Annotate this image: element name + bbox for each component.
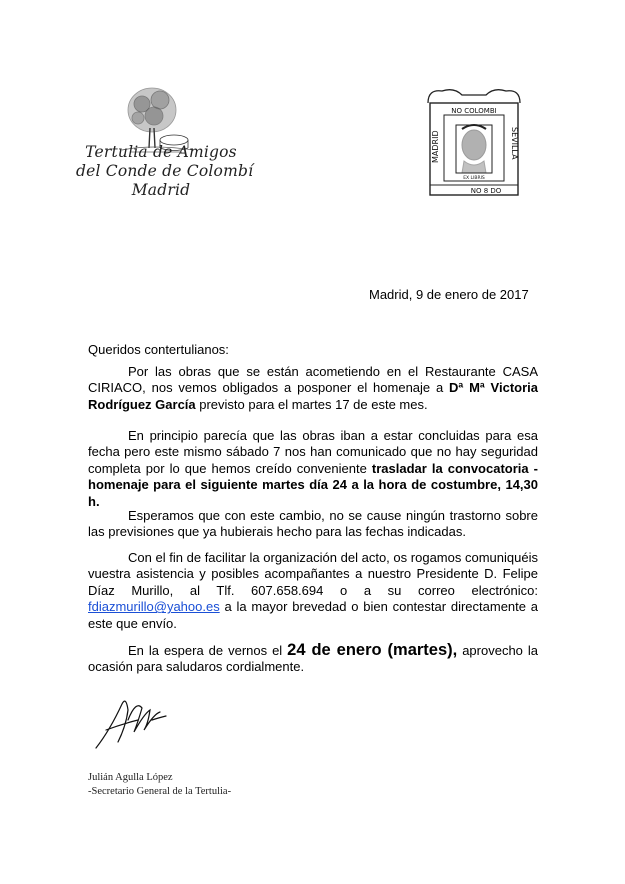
- letter-greeting: Queridos contertulianos:: [88, 342, 229, 357]
- handwritten-signature-icon: [92, 690, 172, 752]
- paragraph-3: [88, 508, 538, 541]
- paragraph-5-end: aprovecho la ocasión para saludaros cordialmente.: [88, 643, 538, 675]
- honoree-name: Dª Mª Victoria Rodríguez García: [88, 380, 538, 412]
- email-link[interactable]: fdiazmurillo@yahoo.es: [88, 599, 220, 615]
- stamp-number-text: NO 8 DO: [470, 187, 502, 195]
- paragraph-1-end: previsto para el martes 17 de este mes.: [195, 396, 428, 412]
- event-date: 24 de enero (martes),: [287, 641, 458, 659]
- new-date-notice: trasladar la convocatoria - homenaje para el siguiente martes día 24 a la hora de costumbre, 14,30 h.: [88, 460, 538, 509]
- paragraph-1: [88, 364, 538, 413]
- paragraph-4: [88, 550, 538, 632]
- paragraph-5: [88, 642, 538, 676]
- org-line-1: Tertulia de Amigos: [85, 143, 237, 161]
- signer-block: [88, 771, 231, 799]
- paragraph-4-text: Con el fin de facilitar la organización del acto, os rogamos comuniquéis vuestra asistencia y posibles acompañantes a nuestro Presidente D. Felipe Díaz Murillo, al Tlf. 607.658.694 o a su correo electrónico:: [88, 550, 538, 598]
- paragraph-4-end: a la mayor brevedad o bien contestar directamente a este que envío.: [88, 599, 538, 631]
- ex-libris-stamp-icon: [424, 85, 524, 198]
- stamp-right-text: SEVILLA: [510, 127, 519, 160]
- org-line-3: Madrid: [131, 181, 191, 199]
- paragraph-2-text: En principio parecía que las obras iban a estar concluidas para esa fecha pero este mismo sábado 7 nos han comunicado que no hay seguridad completa por lo que hemos creído conveniente: [88, 428, 538, 476]
- letter-date: Madrid, 9 de enero de 2017: [369, 287, 529, 302]
- stamp-top-text: NO COLOMBI: [451, 107, 497, 115]
- paragraph-3-text: Esperamos que con este cambio, no se cause ningún trastorno sobre las previsiones que ya hubierais hecho para las fechas indicadas.: [88, 508, 538, 540]
- signer-name: Julián Agulla López: [88, 772, 173, 783]
- organization-name: [76, 143, 254, 200]
- stamp-left-text: MADRID: [431, 130, 440, 163]
- org-line-2: del Conde de Colombí: [76, 162, 254, 180]
- stamp-exlibris-text: EX LIBRIS: [463, 176, 485, 181]
- paragraph-1-text: Por las obras que se están acometiendo en el Restaurante CASA CIRIACO, nos vemos obligados a posponer el homenaje a: [88, 364, 538, 396]
- paragraph-2: [88, 428, 538, 510]
- signer-title: -Secretario General de la Tertulia-: [88, 786, 232, 797]
- paragraph-5-text: En la espera de vernos el: [128, 643, 288, 658]
